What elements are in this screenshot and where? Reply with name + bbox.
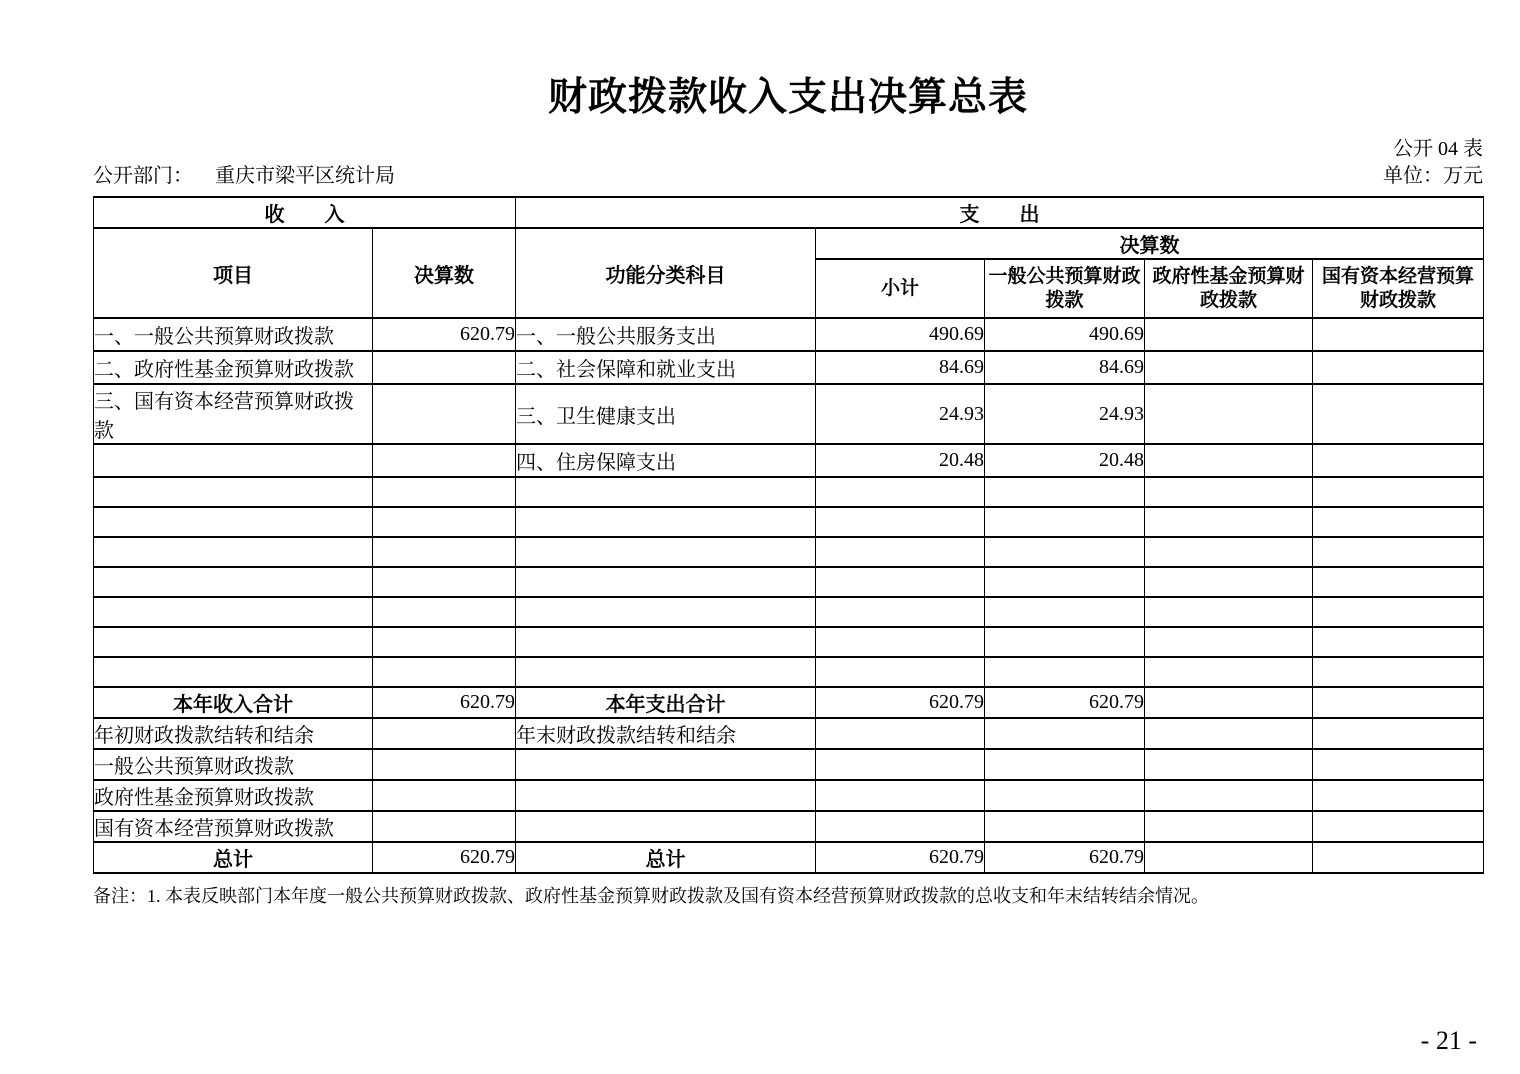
income-item-cell: 政府性基金预算财政拨款 xyxy=(94,780,373,811)
income-value-cell xyxy=(373,567,516,597)
exp-subtotal-cell xyxy=(816,780,985,811)
table-row xyxy=(94,537,1484,567)
exp-capital-cell xyxy=(1313,567,1484,597)
income-item-cell: 国有资本经营预算财政拨款 xyxy=(94,811,373,842)
exp-item-cell: 二、社会保障和就业支出 xyxy=(516,351,816,384)
table-row xyxy=(94,318,1484,351)
exp-general-cell xyxy=(985,507,1145,537)
exp-subtotal-cell: 20.48 xyxy=(816,444,985,477)
exp-general-cell xyxy=(985,567,1145,597)
exp-general-cell xyxy=(985,597,1145,627)
exp-item-cell xyxy=(516,477,816,507)
exp-capital-cell xyxy=(1313,718,1484,749)
income-value-cell xyxy=(373,780,516,811)
exp-general-cell: 24.93 xyxy=(985,384,1145,444)
exp-fund-cell xyxy=(1145,718,1313,749)
exp-fund-cell xyxy=(1145,749,1313,780)
unit-label: 单位：万元 xyxy=(1383,165,1483,187)
table-row xyxy=(94,444,1484,477)
income-value-cell xyxy=(373,444,516,477)
exp-subtotal-cell xyxy=(816,749,985,780)
exp-fund-cell xyxy=(1145,351,1313,384)
department-value: 重庆市梁平区统计局 xyxy=(215,165,395,187)
table-row xyxy=(94,627,1484,657)
exp-subtotal-cell xyxy=(816,718,985,749)
income-value-cell xyxy=(373,351,516,384)
table-row xyxy=(94,477,1484,507)
page-content xyxy=(93,0,1483,909)
income-value-cell xyxy=(373,597,516,627)
expenditure-section-header: 支 出 xyxy=(516,197,1484,228)
department-label: 公开部门： xyxy=(93,165,193,187)
item-column-header: 项目 xyxy=(94,228,373,318)
table-code: 公开 04 表 xyxy=(1393,138,1483,160)
income-item-cell xyxy=(94,567,373,597)
group-header-row xyxy=(94,228,1484,259)
exp-fund-cell xyxy=(1145,318,1313,351)
income-section-header: 收 入 xyxy=(94,197,516,228)
exp-capital-cell xyxy=(1313,811,1484,842)
exp-capital-cell xyxy=(1313,687,1484,718)
exp-capital-cell xyxy=(1313,657,1484,687)
exp-capital-cell xyxy=(1313,477,1484,507)
exp-general-cell: 84.69 xyxy=(985,351,1145,384)
exp-general-cell: 20.48 xyxy=(985,444,1145,477)
income-item-cell xyxy=(94,537,373,567)
exp-capital-cell xyxy=(1313,384,1484,444)
table-row xyxy=(94,351,1484,384)
income-item-cell: 二、政府性基金预算财政拨款 xyxy=(94,351,373,384)
exp-general-cell xyxy=(985,718,1145,749)
exp-capital-cell xyxy=(1313,351,1484,384)
income-item-cell: 一般公共预算财政拨款 xyxy=(94,749,373,780)
exp-subtotal-cell xyxy=(816,477,985,507)
subtotal-column-header: 小计 xyxy=(816,259,985,318)
exp-general-cell: 620.79 xyxy=(985,842,1145,873)
exp-item-cell: 年末财政拨款结转和结余 xyxy=(516,718,816,749)
expenditure-grand-total-label: 总计 xyxy=(516,842,816,873)
exp-subtotal-cell xyxy=(816,657,985,687)
exp-general-cell: 620.79 xyxy=(985,687,1145,718)
exp-item-cell xyxy=(516,811,816,842)
exp-fund-cell xyxy=(1145,444,1313,477)
exp-fund-cell xyxy=(1145,384,1313,444)
income-value-cell: 620.79 xyxy=(373,842,516,873)
exp-fund-cell xyxy=(1145,507,1313,537)
exp-subtotal-cell xyxy=(816,507,985,537)
carryover-detail-row xyxy=(94,780,1484,811)
income-item-cell xyxy=(94,627,373,657)
exp-item-cell xyxy=(516,597,816,627)
budget-table xyxy=(93,196,1484,874)
exp-fund-cell xyxy=(1145,657,1313,687)
income-value-cell xyxy=(373,507,516,537)
exp-item-cell xyxy=(516,537,816,567)
income-item-cell xyxy=(94,657,373,687)
income-value-cell xyxy=(373,384,516,444)
exp-capital-cell xyxy=(1313,842,1484,873)
exp-general-cell xyxy=(985,537,1145,567)
exp-general-cell: 490.69 xyxy=(985,318,1145,351)
income-item-cell: 年初财政拨款结转和结余 xyxy=(94,718,373,749)
table-row xyxy=(94,567,1484,597)
exp-capital-cell xyxy=(1313,444,1484,477)
exp-capital-cell xyxy=(1313,780,1484,811)
exp-capital-cell xyxy=(1313,537,1484,567)
exp-subtotal-cell xyxy=(816,537,985,567)
exp-item-cell xyxy=(516,567,816,597)
footnote: 备注：1. 本表反映部门本年度一般公共预算财政拨款、政府性基金预算财政拨款及国有资本经营预算财政拨款的总收支和年末结转结余情况。 xyxy=(93,886,1209,906)
income-value-cell xyxy=(373,627,516,657)
exp-subtotal-cell: 620.79 xyxy=(816,687,985,718)
table-row xyxy=(94,657,1484,687)
state-capital-budget-header: 国有资本经营预算财政拨款 xyxy=(1313,259,1484,318)
exp-subtotal-cell xyxy=(816,597,985,627)
exp-subtotal-cell: 490.69 xyxy=(816,318,985,351)
exp-subtotal-cell xyxy=(816,567,985,597)
exp-general-cell xyxy=(985,811,1145,842)
income-grand-total-label: 总计 xyxy=(94,842,373,873)
income-value-cell xyxy=(373,477,516,507)
expenditure-total-label: 本年支出合计 xyxy=(516,687,816,718)
exp-general-cell xyxy=(985,477,1145,507)
exp-capital-cell xyxy=(1313,318,1484,351)
general-public-budget-header: 一般公共预算财政拨款 xyxy=(985,259,1145,318)
exp-capital-cell xyxy=(1313,507,1484,537)
meta-row xyxy=(93,163,1483,189)
exp-subtotal-cell: 24.93 xyxy=(816,384,985,444)
exp-item-cell xyxy=(516,657,816,687)
carryover-detail-row xyxy=(94,811,1484,842)
exp-fund-cell xyxy=(1145,537,1313,567)
exp-capital-cell xyxy=(1313,749,1484,780)
exp-fund-cell xyxy=(1145,627,1313,657)
exp-fund-cell xyxy=(1145,811,1313,842)
income-item-cell xyxy=(94,507,373,537)
exp-general-cell xyxy=(985,627,1145,657)
income-value-cell: 620.79 xyxy=(373,318,516,351)
exp-subtotal-cell: 620.79 xyxy=(816,842,985,873)
income-item-cell xyxy=(94,597,373,627)
income-value-cell xyxy=(373,537,516,567)
table-row xyxy=(94,507,1484,537)
exp-fund-cell xyxy=(1145,780,1313,811)
income-value-cell xyxy=(373,749,516,780)
table-body xyxy=(94,318,1484,873)
exp-item-cell xyxy=(516,507,816,537)
exp-fund-cell xyxy=(1145,687,1313,718)
income-value-cell xyxy=(373,811,516,842)
exp-item-cell xyxy=(516,627,816,657)
income-final-figure-header: 决算数 xyxy=(373,228,516,318)
table-row xyxy=(94,384,1484,444)
income-value-cell: 620.79 xyxy=(373,687,516,718)
table-header xyxy=(94,197,1484,318)
section-header-row xyxy=(94,197,1484,228)
income-total-row xyxy=(94,687,1484,718)
table-row xyxy=(94,597,1484,627)
carryover-detail-row xyxy=(94,749,1484,780)
income-value-cell xyxy=(373,718,516,749)
exp-item-cell: 三、卫生健康支出 xyxy=(516,384,816,444)
exp-capital-cell xyxy=(1313,627,1484,657)
exp-general-cell xyxy=(985,780,1145,811)
income-item-cell xyxy=(94,477,373,507)
functional-category-header: 功能分类科目 xyxy=(516,228,816,318)
page-title: 财政拨款收入支出决算总表 xyxy=(547,76,1028,119)
exp-subtotal-cell xyxy=(816,627,985,657)
exp-subtotal-cell: 84.69 xyxy=(816,351,985,384)
exp-general-cell xyxy=(985,749,1145,780)
exp-fund-cell xyxy=(1145,477,1313,507)
department-line xyxy=(93,163,395,189)
gov-fund-budget-header: 政府性基金预算财政拨款 xyxy=(1145,259,1313,318)
exp-fund-cell xyxy=(1145,842,1313,873)
income-total-label: 本年收入合计 xyxy=(94,687,373,718)
grand-total-row xyxy=(94,842,1484,873)
exp-item-cell: 一、一般公共服务支出 xyxy=(516,318,816,351)
income-value-cell xyxy=(373,657,516,687)
carryover-row xyxy=(94,718,1484,749)
exp-general-cell xyxy=(985,657,1145,687)
exp-fund-cell xyxy=(1145,597,1313,627)
final-figure-group-header: 决算数 xyxy=(816,228,1484,259)
exp-item-cell xyxy=(516,749,816,780)
exp-item-cell: 四、住房保障支出 xyxy=(516,444,816,477)
exp-capital-cell xyxy=(1313,597,1484,627)
income-item-cell: 三、国有资本经营预算财政拨款 xyxy=(94,384,373,444)
exp-fund-cell xyxy=(1145,567,1313,597)
exp-item-cell xyxy=(516,780,816,811)
income-item-cell: 一、一般公共预算财政拨款 xyxy=(94,318,373,351)
page-number: - 21 - xyxy=(1420,1026,1477,1055)
exp-subtotal-cell xyxy=(816,811,985,842)
income-item-cell xyxy=(94,444,373,477)
